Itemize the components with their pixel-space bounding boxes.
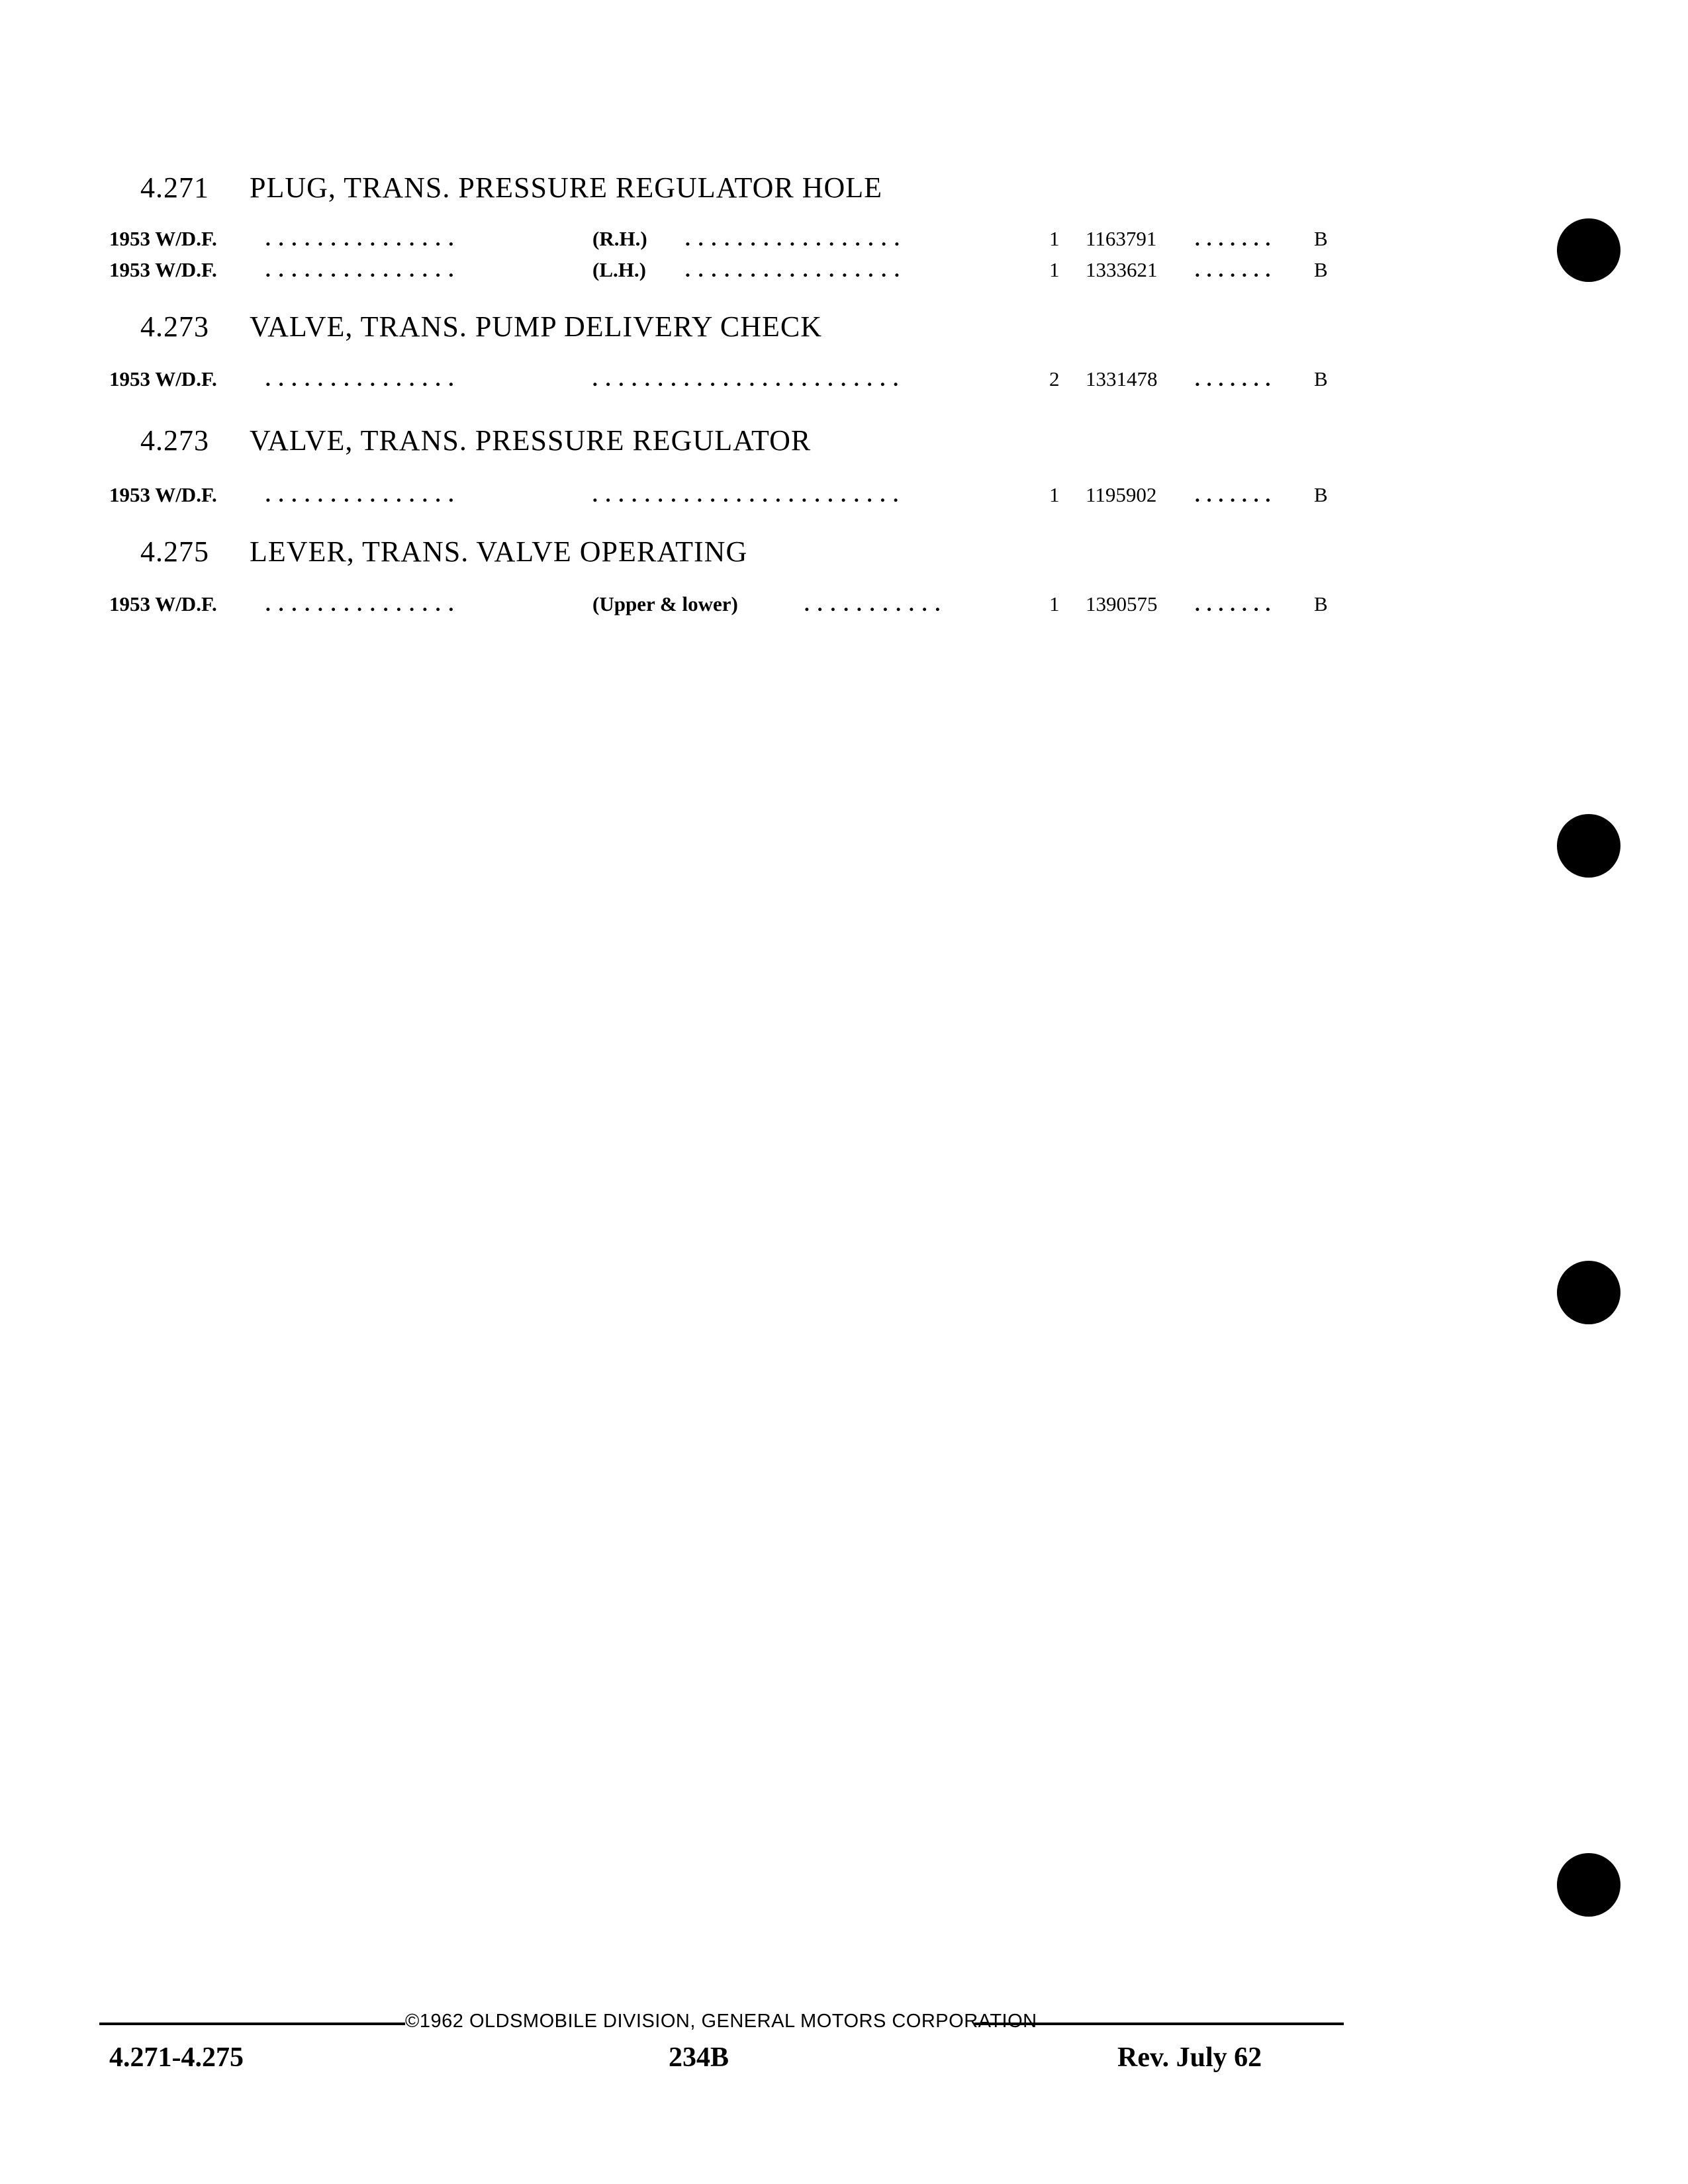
- parts-row: [109, 483, 1334, 510]
- part-number: 1333621: [1086, 258, 1158, 281]
- model-label: 1953 W/D.F.: [109, 258, 217, 281]
- section-number: 4.273: [140, 424, 209, 457]
- item-quantity: 1: [1049, 592, 1060, 615]
- leader-dots: ........................: [592, 367, 906, 390]
- leader-dots: ...............: [265, 258, 462, 281]
- leader-dots: ...............: [265, 592, 462, 615]
- part-number: 1390575: [1086, 592, 1158, 615]
- section-number: 4.271: [140, 171, 209, 204]
- item-quantity: 2: [1049, 367, 1060, 390]
- leader-dots: .................: [685, 258, 908, 281]
- section-heading: [140, 535, 747, 569]
- part-number: 1163791: [1086, 227, 1157, 250]
- parts-row: [109, 227, 1334, 253]
- model-label: 1953 W/D.F.: [109, 483, 217, 506]
- leader-dots: .......: [1195, 367, 1278, 390]
- parts-row: [109, 592, 1334, 619]
- item-description: (R.H.): [592, 227, 647, 250]
- leader-dots: .......: [1195, 483, 1278, 506]
- leader-dots: .......: [1195, 592, 1278, 615]
- leader-dots: .......: [1195, 258, 1278, 281]
- item-description: (L.H.): [592, 258, 646, 281]
- page-number: 234B: [669, 2042, 729, 2073]
- parts-row: [109, 258, 1334, 285]
- section-number: 4.273: [140, 310, 209, 343]
- group-code: B: [1314, 258, 1328, 281]
- binder-hole: [1557, 1853, 1620, 1917]
- group-code: B: [1314, 483, 1328, 506]
- model-label: 1953 W/D.F.: [109, 367, 217, 390]
- item-description: (Upper & lower): [592, 592, 738, 615]
- binder-hole: [1557, 814, 1620, 878]
- copyright-notice: ©1962 OLDSMOBILE DIVISION, GENERAL MOTORS CORPORATION: [405, 2011, 1037, 2032]
- group-code: B: [1314, 592, 1328, 615]
- leader-dots: .................: [685, 227, 908, 250]
- revision-date: Rev. July 62: [1117, 2042, 1262, 2073]
- model-label: 1953 W/D.F.: [109, 227, 217, 250]
- item-quantity: 1: [1049, 227, 1060, 250]
- section-heading: [140, 424, 811, 457]
- part-number: 1195902: [1086, 483, 1157, 506]
- section-title: LEVER, TRANS. VALVE OPERATING: [250, 535, 748, 568]
- group-code: B: [1314, 227, 1328, 250]
- binder-hole: [1557, 218, 1620, 282]
- parts-row: [109, 367, 1334, 394]
- leader-dots: ...............: [265, 227, 462, 250]
- section-title: VALVE, TRANS. PUMP DELIVERY CHECK: [250, 310, 823, 343]
- binder-hole: [1557, 1261, 1620, 1324]
- part-number: 1331478: [1086, 367, 1158, 390]
- section-heading: [140, 310, 822, 343]
- item-quantity: 1: [1049, 483, 1060, 506]
- section-heading: [140, 171, 882, 205]
- leader-dots: ........................: [592, 483, 906, 506]
- model-label: 1953 W/D.F.: [109, 592, 217, 615]
- section-range: 4.271-4.275: [109, 2042, 244, 2073]
- item-quantity: 1: [1049, 258, 1060, 281]
- group-code: B: [1314, 367, 1328, 390]
- leader-dots: ...............: [265, 367, 462, 390]
- leader-dots: .......: [1195, 227, 1278, 250]
- section-title: PLUG, TRANS. PRESSURE REGULATOR HOLE: [250, 171, 883, 204]
- leader-dots: ...............: [265, 483, 462, 506]
- leader-dots: ...........: [804, 592, 949, 615]
- section-number: 4.275: [140, 535, 209, 568]
- section-title: VALVE, TRANS. PRESSURE REGULATOR: [250, 424, 812, 457]
